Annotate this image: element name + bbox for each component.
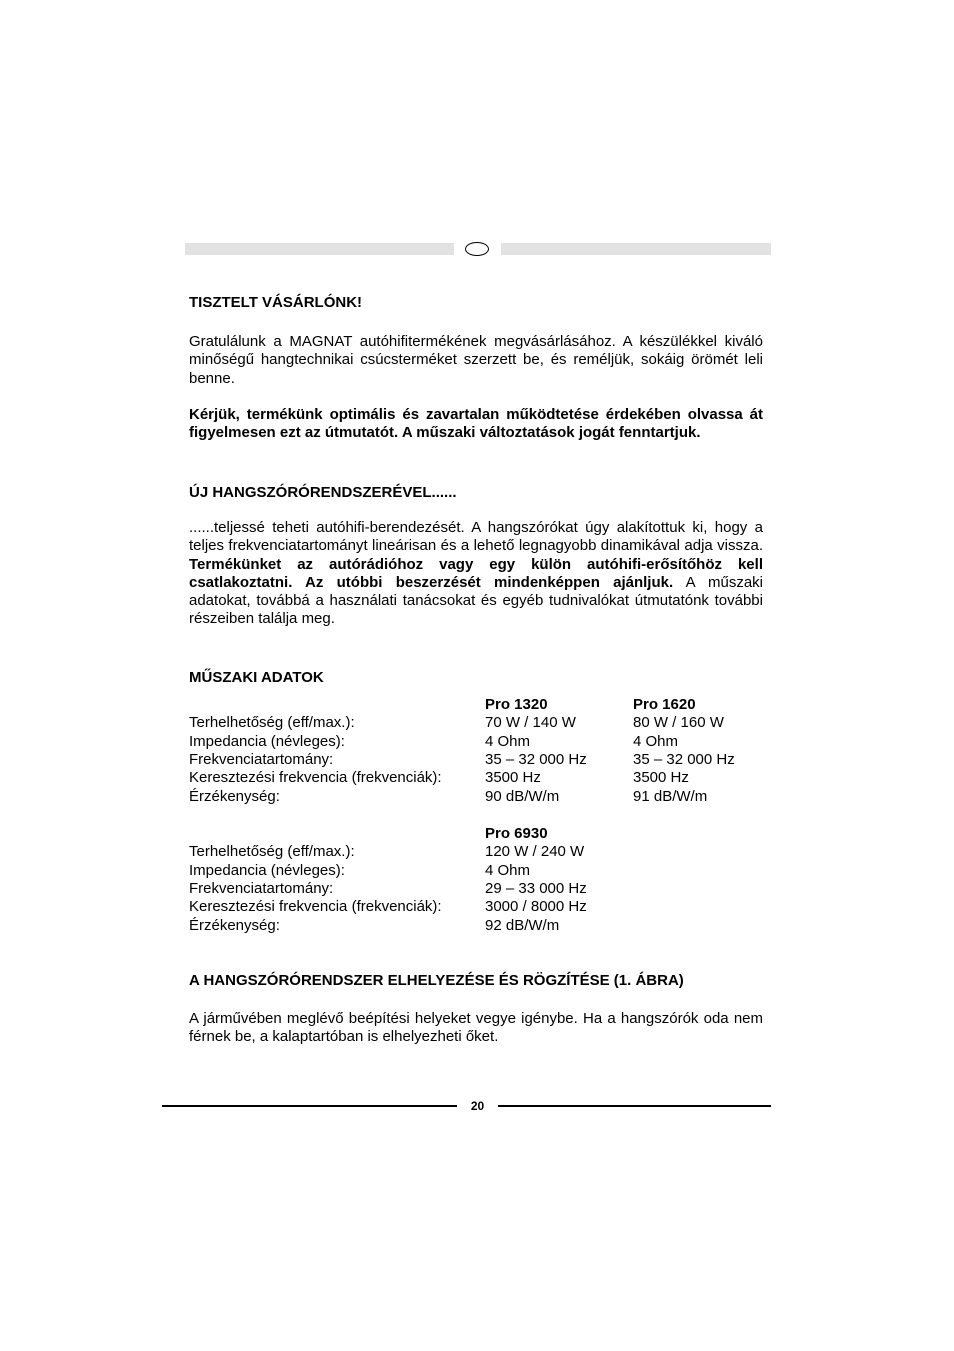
model-name: Pro 6930 <box>485 825 548 842</box>
spec-label: Frekvenciatartomány: <box>189 879 334 897</box>
spec-label: Keresztezési frekvencia (frekvenciák): <box>189 769 442 787</box>
new-system-text-bold: Termékünket az autórádióhoz vagy egy külön autóhifi-erősítőhöz kell csatlakoztatni. Az utóbbi beszerzését mindenképpen ajánljuk. <box>189 555 763 591</box>
spec-label: Érzékenység: <box>189 787 280 805</box>
spec-value: 3500 Hz <box>633 769 689 787</box>
spec-value: 4 Ohm <box>633 732 679 750</box>
footer-rule-left <box>162 1105 457 1107</box>
spec-label: Impedancia (névleges): <box>189 732 345 750</box>
spec-value: 4 Ohm <box>485 861 531 879</box>
technical-heading: MŰSZAKI ADATOK <box>189 669 324 686</box>
spec-value: 3500 Hz <box>485 769 541 787</box>
notice-paragraph: Kérjük, termékünk optimális és zavartalan működtetése érdekében olvassa át figyelmesen ezt az útmutatót. A műszaki változtatások jogát fenntartjuk. <box>189 406 763 442</box>
spec-value: 92 dB/W/m <box>485 916 560 934</box>
new-system-text-1: ......teljessé teheti autóhifi-berendezését. A hangszórókat úgy alakítottuk ki, hogy a teljes frekvenciatartományt lineárisan és a lehető legnagyobb dinamikával adja vissza. <box>189 519 763 555</box>
spec-value: 4 Ohm <box>485 732 531 750</box>
page-number: 20 <box>470 1099 485 1113</box>
new-system-text-2: A műszaki adatokat, továbbá a használati tanácsokat és egyéb tudnivalókat útmutatónk további részeiben találja meg. <box>189 573 764 628</box>
spec-label: Impedancia (névleges): <box>189 861 345 879</box>
header-bar-right <box>501 243 771 255</box>
spec-label: Terhelhetőség (eff/max.): <box>189 843 355 861</box>
spec-value: 3000 / 8000 Hz <box>485 898 587 916</box>
spec-value: 29 – 33 000 Hz <box>485 879 587 897</box>
spec-value: 90 dB/W/m <box>485 787 560 805</box>
spec-label: Terhelhetőség (eff/max.): <box>189 714 355 732</box>
spec-label: Frekvenciatartomány: <box>189 750 334 768</box>
language-circle-icon <box>465 242 489 256</box>
mounting-paragraph: A járművében meglévő beépítési helyeket vegye igénybe. Ha a hangszórók oda nem férnek be, a kalaptartóban is elhelyezheti őket. <box>189 1010 763 1046</box>
mounting-heading: A HANGSZÓRÓRENDSZER ELHELYEZÉSE ÉS RÖGZÍTÉSE (1. ÁBRA) <box>189 972 684 989</box>
spec-value: 35 – 32 000 Hz <box>485 750 587 768</box>
spec-value: 120 W / 240 W <box>485 843 585 861</box>
new-system-paragraph <box>189 519 763 629</box>
intro-paragraph: Gratulálunk a MAGNAT autóhifitermékének megvásárlásához. A készülékkel kiváló minőségű hangtechnikai csúcsterméket szerzett be, és reméljük, sokáig örömét leli benne. <box>189 333 763 387</box>
spec-value: 91 dB/W/m <box>633 787 708 805</box>
new-system-heading: ÚJ HANGSZÓRÓRENDSZERÉVEL...... <box>189 484 457 501</box>
model-name: Pro 1620 <box>633 696 696 713</box>
spec-label: Érzékenység: <box>189 916 280 934</box>
spec-label: Keresztezési frekvencia (frekvenciák): <box>189 898 442 916</box>
header-bar-left <box>185 243 454 255</box>
spec-value: 80 W / 160 W <box>633 714 724 732</box>
spec-value: 35 – 32 000 Hz <box>633 750 735 768</box>
greeting-heading: TISZTELT VÁSÁRLÓNK! <box>189 294 363 311</box>
spec-value: 70 W / 140 W <box>485 714 576 732</box>
footer-rule-right <box>498 1105 771 1107</box>
model-name: Pro 1320 <box>485 696 548 713</box>
